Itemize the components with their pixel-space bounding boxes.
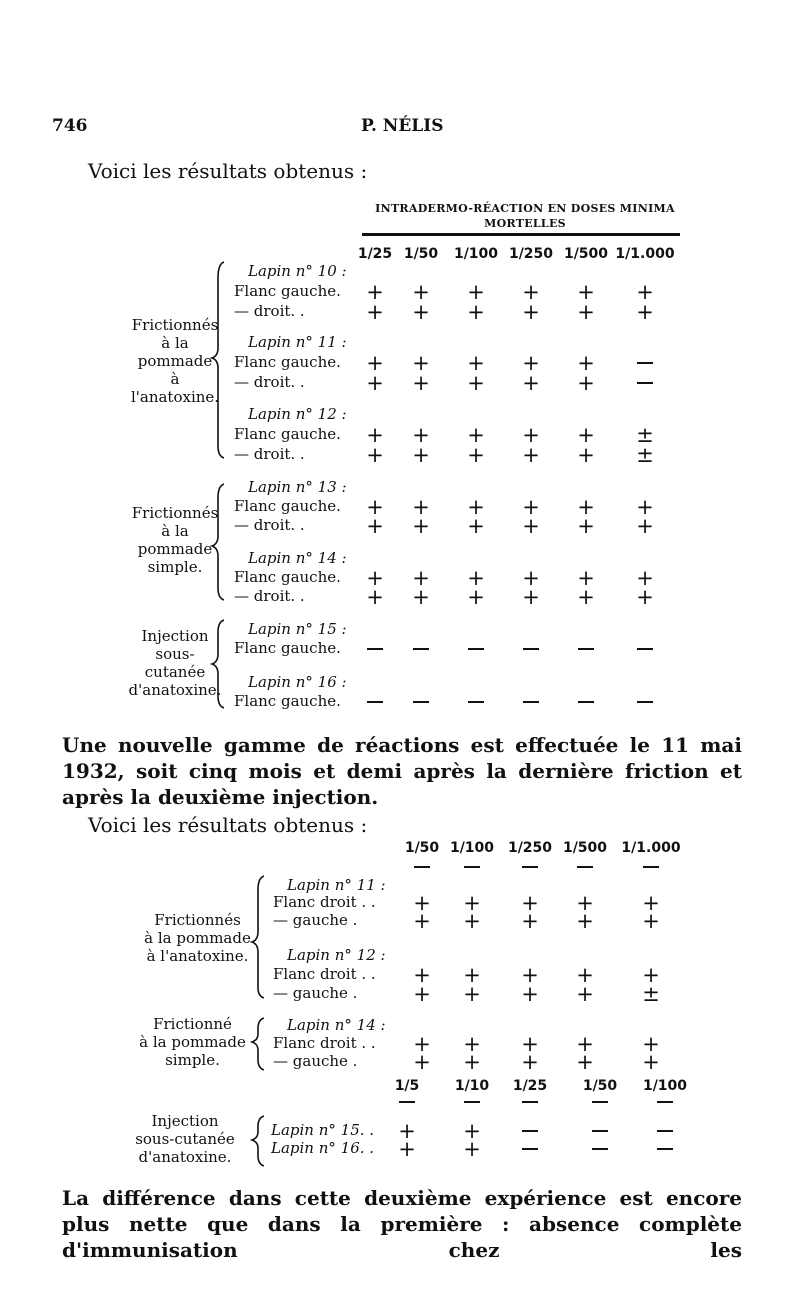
table1-dose-5: 1/1.000 [615,246,675,262]
table2-cell: + [463,1050,481,1074]
intro-results-2: Voici les résultats obtenus : [88,813,368,837]
table2-dose-underline [577,866,593,868]
table1-cell: + [412,495,430,519]
table1-dose-1: 1/50 [403,246,439,262]
table2-dose-underline [522,866,538,868]
table1-cell [367,648,383,650]
table2-row-label: Flanc droit . . [273,893,376,911]
table2-row-label: Flanc droit . . [273,965,376,983]
table2-cell: + [642,1032,660,1056]
table1-cell: + [366,566,384,590]
table1-cell: + [366,280,384,304]
table1-cell: + [467,351,485,375]
table1-cell: ± [636,443,654,467]
intro-results-1: Voici les résultats obtenus : [88,159,368,183]
table2-dose-underline [643,866,659,868]
table2-cell: ± [642,982,660,1006]
table1-row-label: — droit. . [234,302,305,320]
table1-braces [210,258,234,710]
table1-row-label: Flanc gauche. [234,497,341,515]
table1-cell: + [412,280,430,304]
table1-cell: + [577,566,595,590]
table1-cell: + [467,371,485,395]
table1-cell: + [522,371,540,395]
table2-cell: + [576,1032,594,1056]
table2-cell: + [413,891,431,915]
table2-cell: + [413,1032,431,1056]
table2-cell: + [521,1032,539,1056]
table2-cell [657,1148,673,1150]
table2-row-label: Lapin n° 11 : [287,876,386,894]
table2-cell: + [463,891,481,915]
table1-cell: + [467,495,485,519]
table2-cell [592,1130,608,1132]
table1-cell: + [522,495,540,519]
table1-cell: + [467,280,485,304]
table1-cell: + [636,300,654,324]
table1-cell [468,701,484,703]
table1-cell: + [366,514,384,538]
table2-dose-4: 1/1.000 [621,840,681,856]
table1-cell: + [577,423,595,447]
table2-dose-b-1: 1/10 [454,1078,490,1094]
table1-cell: + [467,300,485,324]
table2-cell: + [463,963,481,987]
table2-cell: + [642,1050,660,1074]
table1-row-label: Flanc gauche. [234,282,341,300]
table1-cell [468,648,484,650]
table2-cell: + [576,891,594,915]
table1-cell: + [577,351,595,375]
table1-cell: + [636,514,654,538]
table1-cell: + [636,280,654,304]
table1-row-label: Lapin n° 14 : [248,549,347,567]
table1-cell [578,648,594,650]
table1-cell: + [467,423,485,447]
table1-cell: + [522,585,540,609]
table1-cell: + [522,423,540,447]
table1-cell: + [522,280,540,304]
table1-row-label: Flanc gauche. [234,568,341,586]
table1-cell: + [412,371,430,395]
table1-row-label: Flanc gauche. [234,639,341,657]
table1-cell: + [467,566,485,590]
table1-cell: + [577,585,595,609]
table1-row-label: Lapin n° 15 : [248,620,347,638]
table1-cell: + [366,300,384,324]
table1-cell: + [412,423,430,447]
paragraph-difference: La différence dans cette deuxième expérience est encore plus nette que dans la première : absence complète d'immunisation chez les [62,1186,742,1262]
table1-cell: + [366,443,384,467]
table2-cell: + [521,1050,539,1074]
table1-cell [637,382,653,384]
table2-dose-b-0: 1/5 [394,1078,420,1094]
table2-cell: + [413,982,431,1006]
table1-cell: + [467,514,485,538]
table2-dose-2: 1/250 [507,840,553,856]
table2-cell: + [463,1137,481,1161]
table1-cell: + [412,585,430,609]
table1-cell [637,648,653,650]
table1-row-label: — droit. . [234,445,305,463]
table2-cell: + [463,909,481,933]
table2-dose-b-underline [657,1101,673,1103]
table2-row-label: Flanc droit . . [273,1034,376,1052]
table1-row-label: — droit. . [234,587,305,605]
table2-cell: + [463,982,481,1006]
table1-group-simple: Frictionnés à la pommade simple. [131,504,219,576]
table1-cell: + [577,300,595,324]
table1-cell: + [412,443,430,467]
table2-cell: + [463,1119,481,1143]
table1-row-label: Flanc gauche. [234,692,341,710]
table2-cell: + [521,891,539,915]
page-number: 746 [52,116,88,136]
table2-cell: + [642,909,660,933]
table1-cell [523,701,539,703]
table2-cell: + [521,963,539,987]
table2-cell: + [413,909,431,933]
table2-cell [522,1130,538,1132]
table2-cell: + [642,891,660,915]
table1-cell: ± [636,423,654,447]
table1-cell: + [577,371,595,395]
table1-group-injection: Injection sous- cutanée d'anatoxine. [128,627,222,699]
table2-cell [592,1148,608,1150]
page-author: P. NÉLIS [361,116,444,136]
table2-dose-b-underline [522,1101,538,1103]
table2-cell: + [398,1137,416,1161]
table1-caption: INTRADERMO-RÉACTION EN DOSES MINIMA MORTELLES [375,202,675,230]
table1-row-label: Flanc gauche. [234,425,341,443]
table1-cell [637,362,653,364]
table2-row-label: Lapin n° 15. . [271,1121,375,1139]
table1-cell [413,648,429,650]
table1-dose-3: 1/250 [508,246,554,262]
table2-dose-b-underline [592,1101,608,1103]
table2-dose-b-4: 1/100 [642,1078,688,1094]
table2-dose-b-3: 1/50 [582,1078,618,1094]
table2-group-injection: Injection sous-cutanée d'anatoxine. [135,1112,235,1166]
table2-group-anatoxine: Frictionnés à la pommade à l'anatoxine. [144,911,251,965]
table2-dose-underline [464,866,480,868]
table2-row-label: — gauche . [273,984,358,1002]
table1-cell: + [522,300,540,324]
table1-cell: + [577,443,595,467]
table2-cell [522,1148,538,1150]
table2-dose-0: 1/50 [404,840,440,856]
table2-row-label: — gauche . [273,1052,358,1070]
table2-cell: + [642,963,660,987]
table1-row-label: Lapin n° 13 : [248,478,347,496]
table1-cell: + [577,495,595,519]
table1-cell: + [577,280,595,304]
table1-row-label: — droit. . [234,373,305,391]
table1-cell [523,648,539,650]
table1-cell [637,701,653,703]
table1-cell: + [366,371,384,395]
table1-cell: + [412,566,430,590]
table1-cell: + [636,566,654,590]
table2-cell: + [413,1050,431,1074]
table1-dose-2: 1/100 [453,246,499,262]
table1-dose-0: 1/25 [357,246,393,262]
table2-row-label: Lapin n° 16. . [271,1139,375,1157]
table2-cell [657,1130,673,1132]
table1-cell [413,701,429,703]
table1-cell: + [467,585,485,609]
table1-row-label: Lapin n° 11 : [248,333,347,351]
table1-caption-rule [362,233,680,236]
table2-row-label: — gauche . [273,911,358,929]
table1-cell: + [522,566,540,590]
table1-cell: + [522,514,540,538]
table2-cell: + [413,963,431,987]
table1-cell: + [467,443,485,467]
table2-cell: + [576,982,594,1006]
table1-cell: + [366,351,384,375]
table1-dose-4: 1/500 [563,246,609,262]
table2-cell: + [398,1119,416,1143]
table2-row-label: Lapin n° 12 : [287,946,386,964]
table1-cell: + [412,514,430,538]
table1-row-label: Flanc gauche. [234,353,341,371]
table1-cell: + [522,351,540,375]
table1-cell: + [412,351,430,375]
table2-dose-underline [414,866,430,868]
table2-dose-b-underline [464,1101,480,1103]
table1-cell: + [636,585,654,609]
paragraph-new-reactions: Une nouvelle gamme de réactions est effectuée le 11 mai 1932, soit cinq mois et demi après la dernière friction et après la deuxième injection. [62,733,742,809]
table2-dose-b-underline [399,1101,415,1103]
table1-row-label: Lapin n° 16 : [248,673,347,691]
table1-cell: + [366,423,384,447]
table1-cell [578,701,594,703]
table2-dose-3: 1/500 [562,840,608,856]
table2-cell: + [521,982,539,1006]
table1-cell: + [522,443,540,467]
table1-cell: + [577,514,595,538]
table2-cell: + [463,1032,481,1056]
table1-row-label: Lapin n° 12 : [248,405,347,423]
table2-row-label: Lapin n° 14 : [287,1016,386,1034]
table2-cell: + [576,963,594,987]
table2-dose-b-2: 1/25 [512,1078,548,1094]
table2-dose-1: 1/100 [449,840,495,856]
table1-cell: + [636,495,654,519]
table1-cell: + [366,585,384,609]
table1-cell [367,701,383,703]
table2-cell: + [576,909,594,933]
table2-cell: + [576,1050,594,1074]
table1-group-anatoxine: Frictionnés à la pommade à l'anatoxine. [130,316,220,406]
table1-cell: + [366,495,384,519]
table1-row-label: Lapin n° 10 : [248,262,347,280]
table2-group-simple: Frictionné à la pommade simple. [139,1015,246,1069]
table1-row-label: — droit. . [234,516,305,534]
table1-cell: + [412,300,430,324]
table2-cell: + [521,909,539,933]
